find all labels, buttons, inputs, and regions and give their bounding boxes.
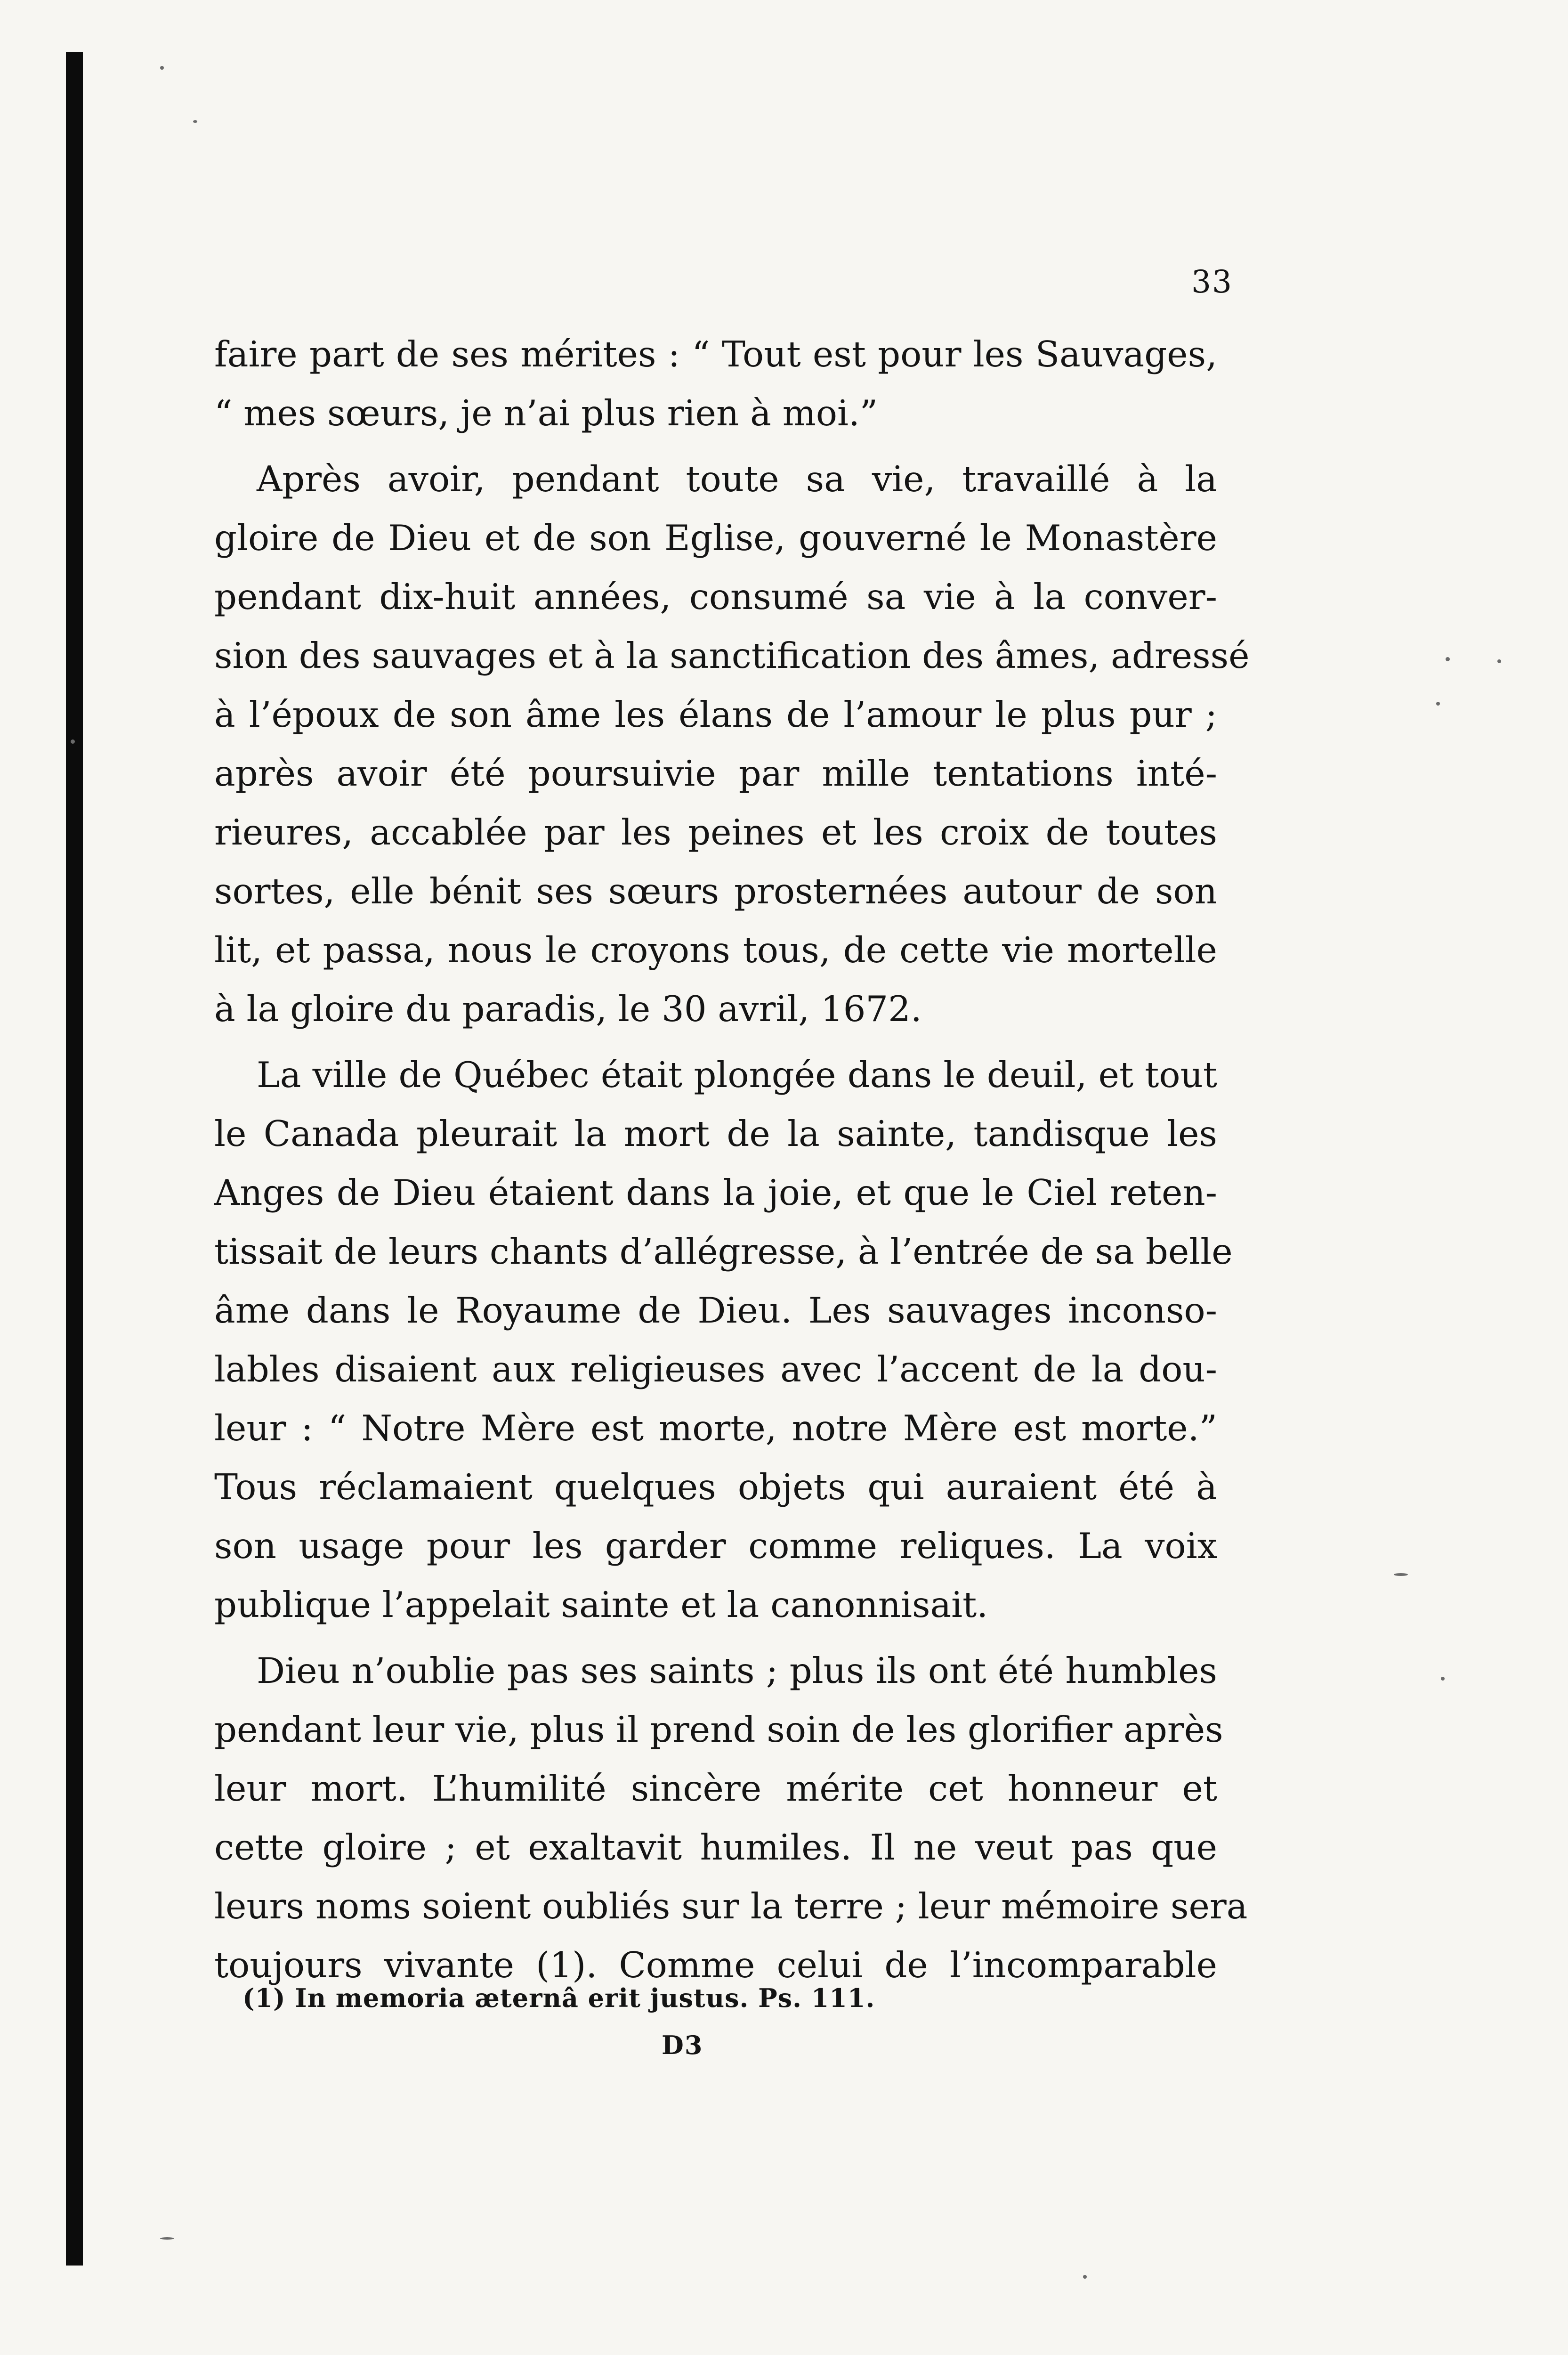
text-line: leur mort. L’humilité sincère mérite cet honneur et bbox=[214, 1768, 1217, 1809]
scan-speck bbox=[160, 66, 164, 70]
text-line: tissait de leurs chants d’allégresse, à l’entrée de sa belle bbox=[214, 1231, 1233, 1272]
scan-speck bbox=[71, 739, 75, 744]
scan-speck bbox=[1441, 1677, 1445, 1681]
scan-speck bbox=[1394, 1573, 1408, 1576]
text-line: le Canada pleurait la mort de la sainte, tandisque les bbox=[214, 1113, 1217, 1154]
text-line: son usage pour les garder comme reliques. La voix bbox=[214, 1525, 1217, 1567]
text-line: faire part de ses mérites : “ Tout est pour les Sauvages, bbox=[214, 333, 1217, 375]
text-line: sion des sauvages et à la sanctification des âmes, adressé bbox=[214, 635, 1250, 676]
text-line: “ mes sœurs, je n’ai plus rien à moi.” bbox=[214, 392, 878, 434]
text-line: toujours vivante (1). Comme celui de l’incomparable bbox=[214, 1944, 1217, 1986]
text-line: Après avoir, pendant toute sa vie, travaillé à la bbox=[257, 458, 1217, 500]
scan-speck bbox=[160, 2237, 174, 2240]
footnote: (1) In memoria æternâ erit justus. Ps. 111. bbox=[242, 1983, 875, 2013]
text-line: Anges de Dieu étaient dans la joie, et que le Ciel reten- bbox=[214, 1172, 1217, 1213]
text-line: pendant leur vie, plus il prend soin de les glorifier après bbox=[214, 1709, 1223, 1750]
paragraph bbox=[214, 1046, 1233, 1634]
scan-speck bbox=[1446, 657, 1450, 661]
paragraph bbox=[214, 450, 1250, 1039]
text-line: à l’époux de son âme les élans de l’amour le plus pur ; bbox=[214, 694, 1217, 735]
text-line: leur : “ Notre Mère est morte, notre Mère est morte.” bbox=[214, 1407, 1217, 1449]
text-line: rieures, accablée par les peines et les croix de toutes bbox=[214, 812, 1217, 853]
text-line: leurs noms soient oubliés sur la terre ; leur mémoire sera bbox=[214, 1885, 1248, 1927]
text-line: Dieu n’oublie pas ses saints ; plus ils ont été humbles bbox=[257, 1650, 1217, 1691]
text-line: cette gloire ; et exaltavit humiles. Il ne veut pas que bbox=[214, 1827, 1217, 1868]
text-line: lables disaient aux religieuses avec l’accent de la dou- bbox=[214, 1348, 1217, 1390]
binding-edge bbox=[66, 52, 83, 2266]
body-text bbox=[214, 325, 1250, 2002]
text-line: lit, et passa, nous le croyons tous, de cette vie mortelle bbox=[214, 929, 1217, 971]
scan-speck bbox=[1497, 659, 1501, 663]
text-line: gloire de Dieu et de son Eglise, gouverné le Monastère bbox=[214, 517, 1217, 559]
text-line: après avoir été poursuivie par mille tentations inté- bbox=[214, 753, 1217, 794]
text-line: âme dans le Royaume de Dieu. Les sauvages inconso- bbox=[214, 1290, 1217, 1331]
scan-speck bbox=[1083, 2275, 1087, 2279]
scan-speck bbox=[193, 120, 197, 123]
scan-speck bbox=[1436, 702, 1440, 706]
signature-mark: D3 bbox=[662, 2030, 703, 2060]
text-line: La ville de Québec était plongée dans le deuil, et tout bbox=[257, 1054, 1217, 1096]
text-line: publique l’appelait sainte et la canonnisait. bbox=[214, 1584, 988, 1625]
text-line: Tous réclamaient quelques objets qui auraient été à bbox=[214, 1466, 1217, 1508]
paragraph bbox=[214, 1641, 1248, 1995]
text-line: sortes, elle bénit ses sœurs prosternées autour de son bbox=[214, 870, 1217, 912]
text-line: à la gloire du paradis, le 30 avril, 1672. bbox=[214, 988, 922, 1030]
paragraph bbox=[214, 325, 1217, 443]
text-line: pendant dix-huit années, consumé sa vie à la conver- bbox=[214, 576, 1217, 617]
page-number: 33 bbox=[1191, 264, 1233, 300]
